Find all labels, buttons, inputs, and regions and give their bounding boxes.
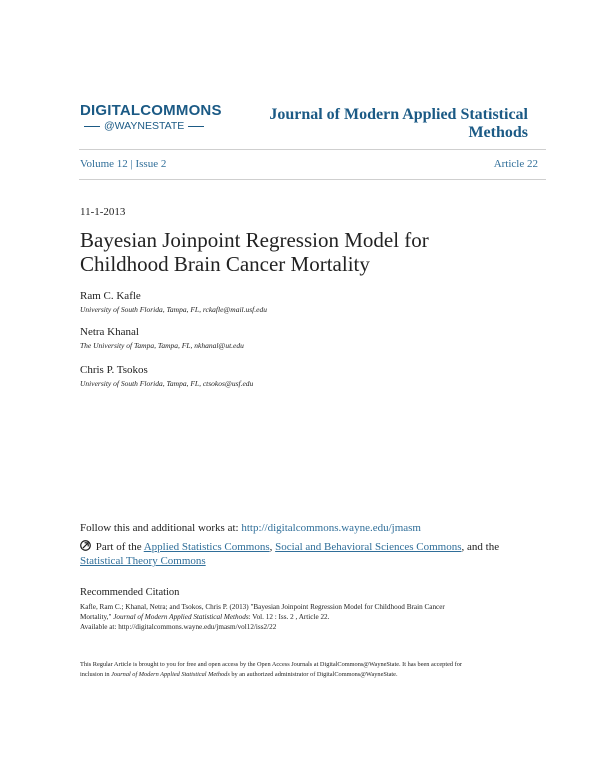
notice-journal: Journal of Modern Applied Statistical Methods: [111, 671, 230, 678]
publication-date: 11-1-2013: [80, 206, 126, 218]
notice-line: This Regular Article is brought to you for free and open access by the Open Access Journals at DigitalCommons@WayneState. It has been accepted for: [80, 661, 462, 668]
social-behavioral-sciences-commons-link[interactable]: Social and Behavioral Sciences Commons: [275, 541, 462, 553]
volume-separator: |: [130, 158, 133, 170]
notice-line: by an authorized administrator of DigitalCommons@WayneState.: [231, 671, 398, 678]
header-rule-bottom: [79, 179, 546, 180]
author-name: Chris P. Tsokos: [80, 364, 148, 376]
bepress-network-icon: [80, 540, 91, 551]
journal-title[interactable]: Journal of Modern Applied Statistical Methods: [269, 106, 528, 141]
citation-journal: Journal of Modern Applied Statistical Methods: [113, 613, 249, 621]
volume-link[interactable]: Volume 12: [80, 158, 128, 170]
citation-available-label: Available at:: [80, 623, 117, 631]
issue-link[interactable]: Issue 2: [135, 158, 167, 170]
article-title: Bayesian Joinpoint Regression Model for Childhood Brain Cancer Mortality: [80, 228, 429, 276]
author-affiliation: University of South Florida, Tampa, FL, rckafle@mail.usf.edu: [80, 305, 267, 314]
citation-url[interactable]: http://digitalcommons.wayne.edu/jmasm/vol12/iss2/22: [118, 623, 277, 631]
article-number[interactable]: Article 22: [493, 158, 538, 170]
recommended-citation: [80, 602, 520, 632]
logo-top-text: DIGITALCOMMONS: [80, 102, 222, 119]
part-of-separator: ,: [269, 541, 273, 553]
issue-line: [80, 158, 538, 170]
citation-line: Kafle, Ram C.; Khanal, Netra; and Tsokos, Chris P. (2013) "Bayesian Joinpoint Regression Model for Childhood Brain Cancer: [80, 603, 445, 611]
logo-bottom-row: [80, 120, 230, 133]
author-name: Ram C. Kafle: [80, 290, 141, 302]
author-name: Netra Khanal: [80, 326, 139, 338]
part-of-prefix: Part of the: [95, 541, 142, 553]
volume-issue: [80, 158, 166, 170]
notice-line: inclusion in: [80, 671, 110, 678]
part-of-line: [80, 540, 520, 568]
author-affiliation: The University of Tampa, Tampa, FL, nkhanal@ut.edu: [80, 341, 244, 350]
citation-line: Mortality,": [80, 613, 112, 621]
logo-bottom-text: @WAYNESTATE: [104, 120, 185, 132]
citation-volume: : Vol. 12 : Iss. 2 , Article 22.: [248, 613, 330, 621]
follow-text: Follow this and additional works at:: [80, 522, 239, 534]
applied-statistics-commons-link[interactable]: Applied Statistics Commons: [143, 541, 270, 553]
statistical-theory-commons-link[interactable]: Statistical Theory Commons: [80, 555, 206, 567]
recommended-citation-heading: Recommended Citation: [80, 587, 180, 598]
author-affiliation: University of South Florida, Tampa, FL, ctsokos@usf.edu: [80, 379, 254, 388]
logo-dash-left: [84, 126, 100, 127]
access-notice: [80, 660, 550, 680]
digital-commons-logo[interactable]: [80, 103, 230, 133]
header-rule-top: [79, 149, 546, 150]
part-of-separator: , and the: [461, 541, 500, 553]
logo-dash-right: [188, 126, 204, 127]
journal-url-link[interactable]: http://digitalcommons.wayne.edu/jmasm: [241, 522, 421, 534]
follow-line: [80, 522, 421, 534]
